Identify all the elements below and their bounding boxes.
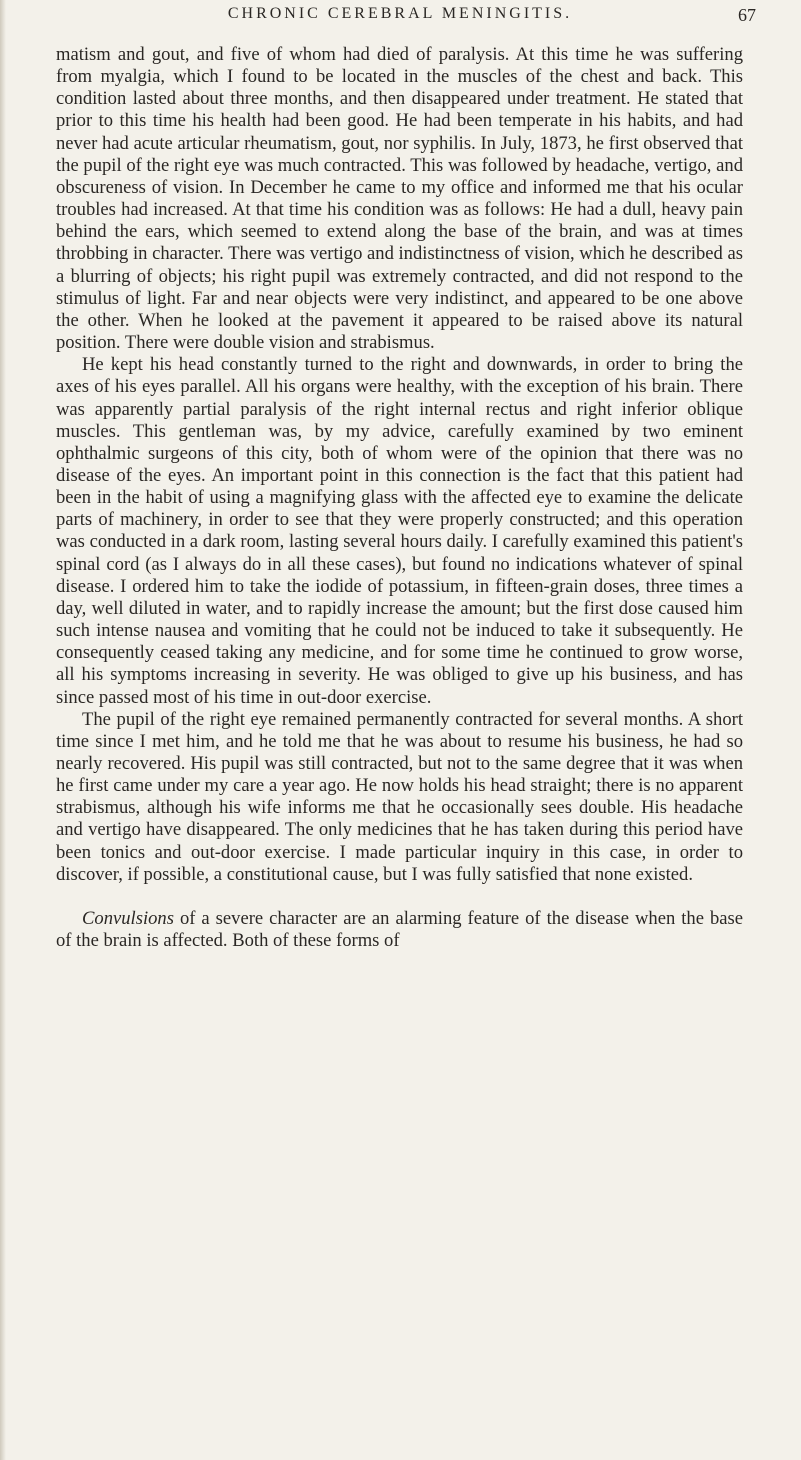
paragraph-convulsions	[56, 908, 743, 952]
paragraph: He kept his head constantly turned to the right and downwards, in order to bring the axes of his eyes parallel. All his organs were healthy, with the exception of his brain. There was apparently partial paralysis of the right internal rectus and right inferior oblique muscles. This gentleman was, by my advice, carefully examined by two eminent ophthalmic surgeons of this city, both of whom were of the opinion that there was no disease of the eyes. An important point in this connection is the fact that this patient had been in the habit of using a magnifying glass with the affected eye to examine the delicate parts of machinery, in order to see that they were properly constructed; and this operation was conducted in a dark room, lasting several hours daily. I carefully examined this patient's spinal cord (as I always do in all these cases), but found no indications whatever of spinal disease. I ordered him to take the iodide of potassium, in fifteen-grain doses, three times a day, well diluted in water, and to rapidly increase the amount; but the first dose caused him such intense nausea and vomiting that he could not be induced to take it subsequently. He consequently ceased taking any medicine, and for some time he continued to grow worse, all his symptoms increasing in severity. He was obliged to give up his business, and has since passed most of his time in out-door exercise.	[56, 354, 743, 708]
body-text	[56, 44, 743, 952]
paragraph-continued: matism and gout, and five of whom had died of paralysis. At this time he was suffering from myalgia, which I found to be located in the muscles of the chest and back. This condition lasted about three months, and then disappeared under treatment. He stated that prior to this time his health had been good. He had been temperate in his habits, and had never had acute articular rheumatism, gout, nor syphilis. In July, 1873, he first observed that the pupil of the right eye was much contracted. This was followed by headache, vertigo, and obscureness of vision. In December he came to my office and informed me that his ocular troubles had increased. At that time his condition was as follows: He had a dull, heavy pain behind the ears, which seemed to extend along the base of the brain, and was at times throbbing in character. There was vertigo and indistinctness of vision, which he described as a blurring of objects; his right pupil was extremely contracted, and did not respond to the stimulus of light. Far and near objects were very indistinct, and appeared to be one above the other. When he looked at the pavement it appeared to be raised above its natural position. There were double vision and strabismus.	[56, 44, 743, 354]
page-edge-shadow	[0, 0, 6, 1460]
page-number: 67	[738, 5, 756, 25]
running-head: CHRONIC CEREBRAL MENINGITIS.	[227, 5, 573, 22]
paragraph: The pupil of the right eye remained permanently contracted for several months. A short time since I met him, and he told me that he was about to resume his business, he had so nearly recovered. His pupil was still contracted, but not to the same degree that it was when he first came under my care a year ago. He now holds his head straight; there is no apparent strabismus, although his wife informs me that he occasionally sees double. His headache and vertigo have disappeared. The only medicines that he has taken during this period have been tonics and out-door exercise. I made particular inquiry in this case, in order to discover, if possible, a constitutional cause, but I was fully satisfied that none existed.	[56, 708, 743, 885]
page-header	[0, 0, 801, 40]
italic-term: Convulsions	[82, 907, 174, 929]
paragraph-text: of a severe character are an alarming feature of the disease when the base of the brain is affected. Both of these forms of	[56, 907, 743, 952]
